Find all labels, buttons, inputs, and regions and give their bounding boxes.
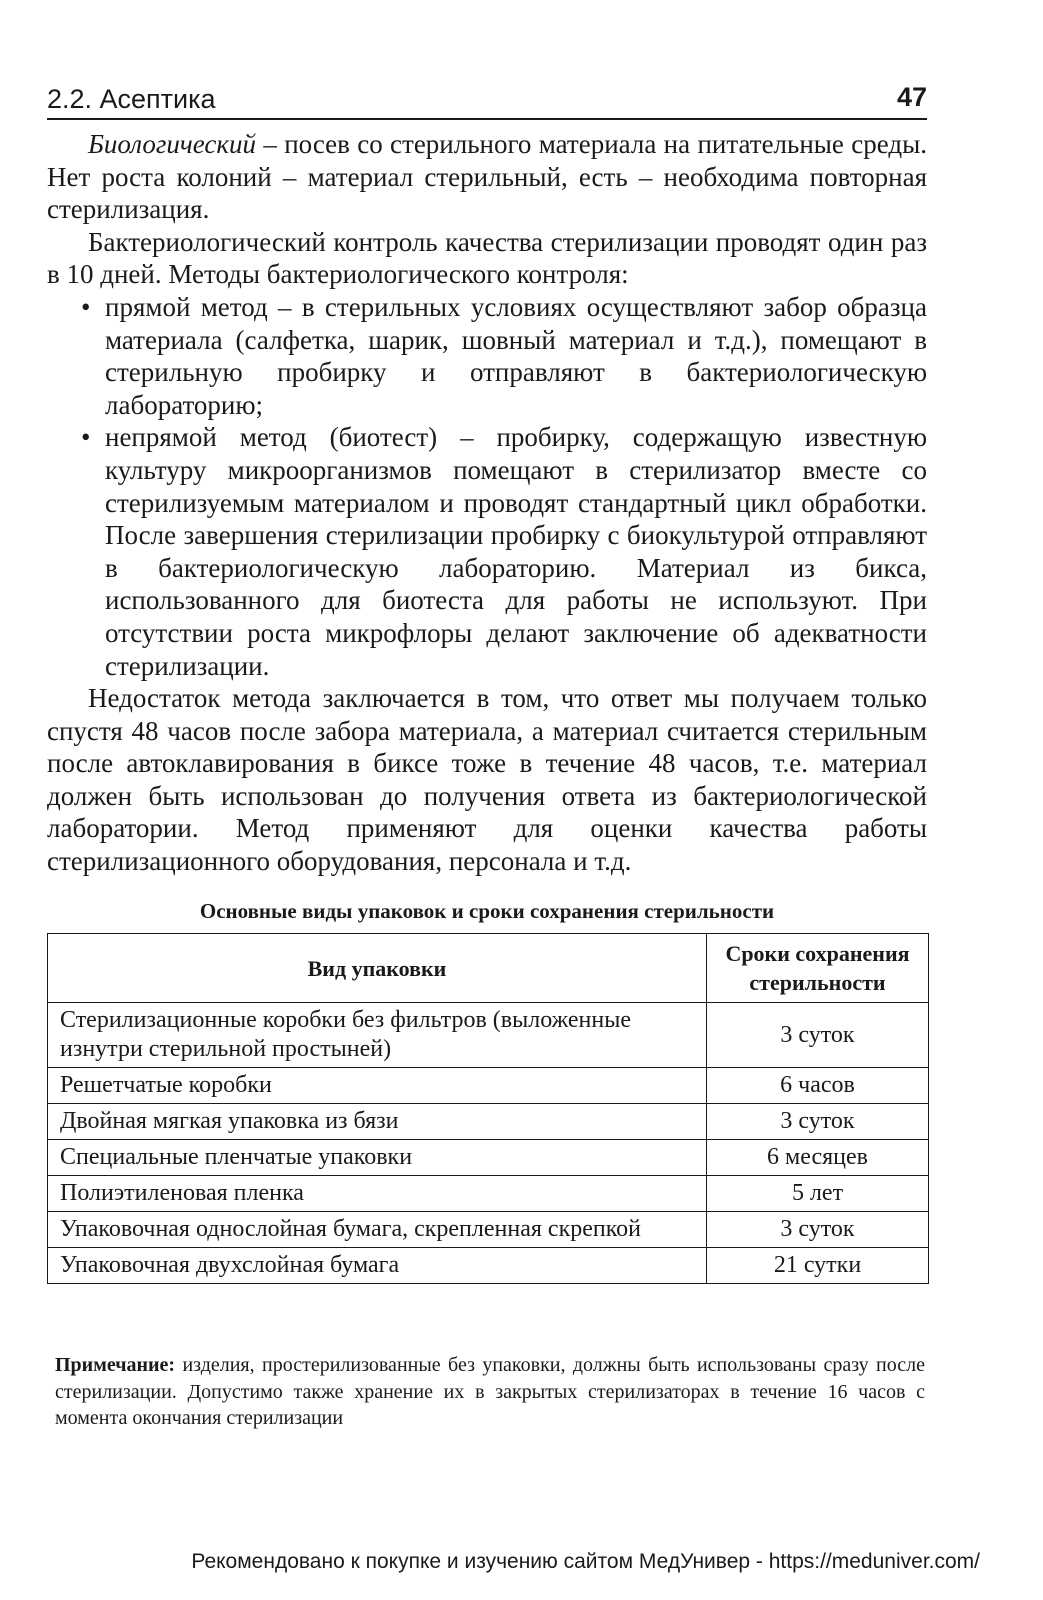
- cell-package-type: Решетчатые коробки: [48, 1068, 707, 1104]
- cell-package-type: Стерилизационные коробки без фильтров (выложенные изнутри стерильной простыней): [48, 1003, 707, 1068]
- methods-list: [47, 291, 927, 682]
- page-number: 47: [896, 82, 927, 112]
- table-row: [48, 1140, 929, 1176]
- table-row: [48, 1248, 929, 1284]
- list-item-direct-method: • прямой метод – в стерильных условиях осуществляют забор образца материала (салфетка, шарик, шовный материал и т.д.), помещают в стерильную пробирку и отправляют в бактериологическую лабораторию;: [105, 291, 927, 421]
- cell-sterility-period: 3 суток: [707, 1104, 929, 1140]
- paragraph-drawback: Недостаток метода заключается в том, что ответ мы получаем только спустя 48 часов после забора материала, а материал считается стерильным после автоклавирования в биксе тоже в течение 48 часов, т.е. материал должен быть использован до получения ответа из бактериологической лаборатории. Метод применяют для оценки качества работы стерилизационного оборудования, персонала и т.д.: [47, 683, 927, 877]
- cell-sterility-period: 3 суток: [707, 1212, 929, 1248]
- cell-package-type: Специальные пленчатые упаковки: [48, 1140, 707, 1176]
- paragraph-control: Бактериологический контроль качества стерилизации проводят один раз в 10 дней. Методы бактериологического контроля:: [47, 226, 927, 290]
- table-title: Основные виды упаковок и сроки сохранения стерильности: [199, 899, 775, 923]
- cell-sterility-period: 21 сутки: [707, 1248, 929, 1284]
- note-label: Примечание:: [55, 1354, 176, 1376]
- body-text: [47, 128, 927, 878]
- list-item-indirect-method: • непрямой метод (биотест) – пробирку, содержащую известную культуру микроорганизмов помещают в стерилизатор вместе со стерилизуемым материалом и проводят стандартный цикл обработки. После завершения стерилизации пробирку с биокультурой отправляют в бактериологическую лабораторию. Материал из бикса, использованного для биотеста для работы не используют. При отсутствии роста микрофлоры делают заключение об адекватности стерилизации.: [105, 421, 927, 682]
- table-note: [55, 1352, 925, 1432]
- footer-watermark: Рекомендовано к покупке и изучению сайтом МедУнивер - https://meduniver.com/: [191, 1550, 980, 1573]
- packaging-table: [47, 933, 929, 1284]
- cell-sterility-period: 3 суток: [707, 1003, 929, 1068]
- table-row: [48, 1212, 929, 1248]
- paragraph-biological-text: – посев со стерильного материала на питательные среды. Нет роста колоний – материал стерильный, есть – необходима повторная стерилизация.: [47, 129, 927, 225]
- running-header: [47, 80, 927, 120]
- table-row: [48, 1068, 929, 1104]
- table-row: [48, 1104, 929, 1140]
- header-package-type: Вид упаковки: [48, 934, 707, 1003]
- term-biological: Биологический: [88, 129, 257, 159]
- table-row: [48, 1176, 929, 1212]
- cell-package-type: Упаковочная двухслойная бумага: [48, 1248, 707, 1284]
- table-header-row: [48, 934, 929, 1003]
- cell-package-type: Двойная мягкая упаковка из бязи: [48, 1104, 707, 1140]
- section-title: 2.2. Асептика: [47, 84, 216, 114]
- table-row: [48, 1003, 929, 1068]
- cell-sterility-period: 6 месяцев: [707, 1140, 929, 1176]
- cell-sterility-period: 5 лет: [707, 1176, 929, 1212]
- cell-package-type: Упаковочная однослойная бумага, скрепленная скрепкой: [48, 1212, 707, 1248]
- note-text: изделия, простерилизованные без упаковки, должны быть использованы сразу после стерилизации. Допустимо также хранение их в закрытых стерилизаторах в течение 16 часов с момента окончания стерилизации: [55, 1354, 925, 1429]
- cell-sterility-period: 6 часов: [707, 1068, 929, 1104]
- paragraph-biological: [47, 128, 927, 226]
- cell-package-type: Полиэтиленовая пленка: [48, 1176, 707, 1212]
- header-sterility-period: Сроки сохранения стерильности: [707, 934, 929, 1003]
